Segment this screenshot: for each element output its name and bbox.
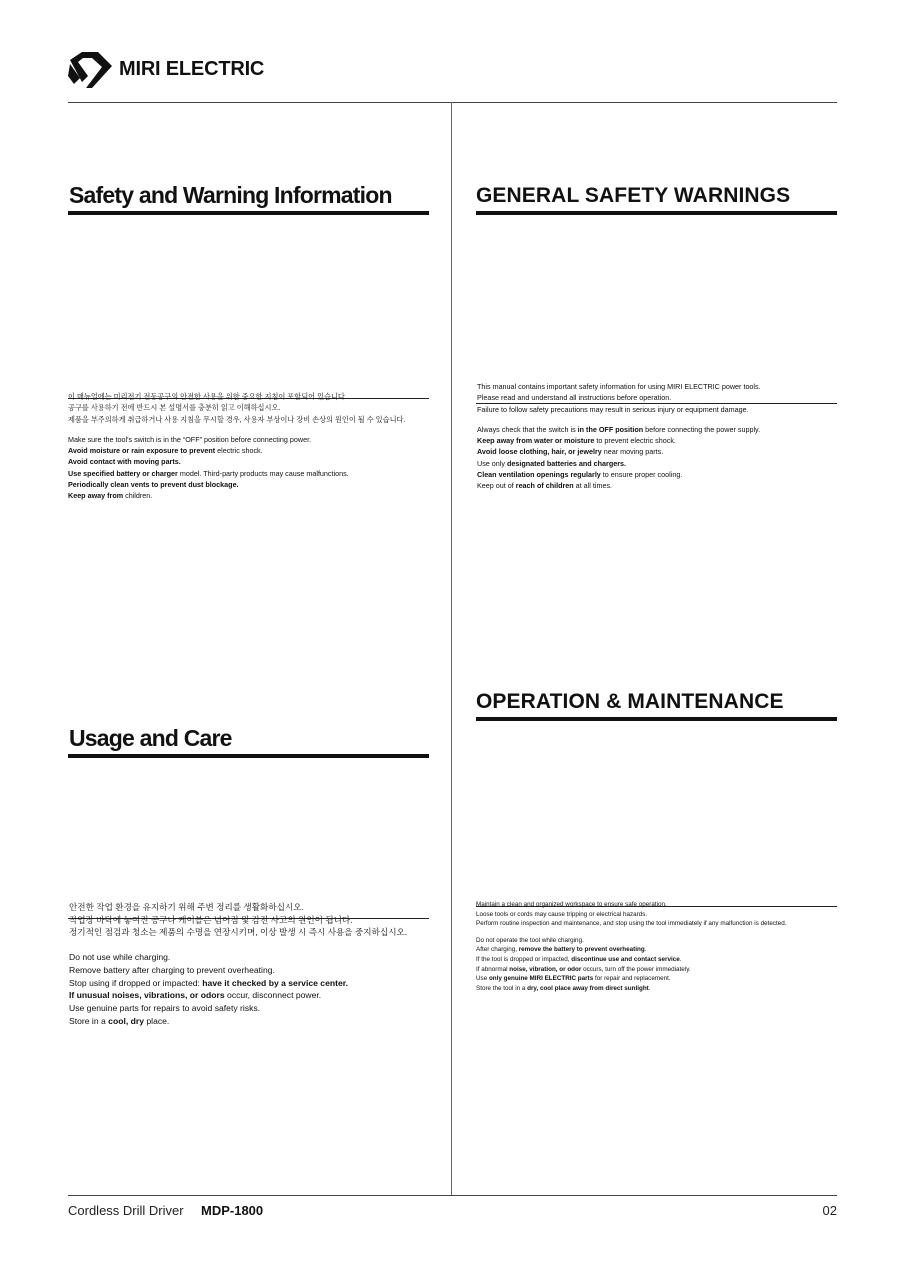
item-text: . (644, 946, 647, 954)
item-emphasis: remove the battery to prevent overheating (518, 946, 645, 954)
item-emphasis: in the OFF position (577, 424, 644, 434)
safety-item (477, 480, 761, 491)
item-emphasis: cool, dry (108, 1015, 144, 1026)
miri-electric-logo-icon (68, 50, 114, 90)
item-text: electric shock. (215, 446, 263, 456)
paragraph-gap (477, 415, 761, 424)
safety-item (69, 964, 407, 977)
item-text: Make sure the tool's switch is in the “OFF” position before connecting power. (68, 434, 312, 444)
safety-item (68, 445, 405, 456)
safety-item (68, 490, 405, 501)
section-title-operation: OPERATION & MAINTENANCE (476, 690, 784, 713)
item-text: children. (123, 491, 153, 501)
item-text: Do not use while charging. (69, 952, 171, 963)
item-emphasis: discontinue use and contact service (571, 955, 680, 963)
safety-item (476, 974, 786, 984)
item-emphasis: reach of children (515, 481, 574, 491)
item-emphasis: If unusual noises, vibrations, or odors (69, 990, 225, 1001)
intro-line: 이 매뉴얼에는 미리전기 전동공구의 안전한 사용을 위한 중요한 지침이 포함되어 있습니다. (68, 392, 347, 401)
item-text: occurs, turn off the power immediately. (581, 965, 691, 973)
item-text: Remove battery after charging to prevent overheating. (69, 964, 275, 975)
safety-item (476, 965, 786, 975)
safety-item (476, 936, 786, 946)
safety-item (476, 984, 786, 994)
item-emphasis: Keep away from water or moisture (477, 436, 595, 446)
item-text: for repair and replacement. (593, 975, 671, 983)
safety-item (69, 1002, 407, 1015)
item-text: Use genuine parts for repairs to avoid safety risks. (69, 1002, 261, 1013)
item-text: Do not operate the tool while charging. (476, 936, 584, 944)
section-rule-operation (476, 717, 837, 721)
item-emphasis: designated batteries and chargers. (506, 458, 627, 468)
item-text: Use only (477, 458, 507, 468)
section-title-usage: Usage and Care (69, 725, 232, 751)
safety-item (476, 945, 786, 955)
item-text: Stop using if dropped or impacted: (69, 977, 203, 988)
intro-line: 정기적인 점검과 청소는 제품의 수명을 연장시키며, 이상 발생 시 즉시 사용을 중지하십시오. (69, 927, 408, 938)
item-text: occur, disconnect power. (224, 990, 322, 1001)
item-text: near moving parts. (601, 447, 664, 457)
intro-line: Failure to follow safety precautions may result in serious injury or equipment damage. (477, 404, 749, 414)
item-emphasis: only genuine MIRI ELECTRIC parts (488, 975, 594, 983)
item-emphasis: Avoid loose clothing, hair, or jewelry (477, 447, 602, 457)
safety-item (68, 456, 405, 467)
safety-item (69, 977, 407, 990)
section-body-safety (68, 391, 405, 502)
item-text: . (679, 955, 682, 963)
item-emphasis: Clean ventilation openings regularly (477, 470, 601, 480)
brand-name: MIRI ELECTRIC (119, 58, 265, 80)
column-divider (451, 102, 452, 1195)
item-emphasis: dry, cool place away from direct sunlight (527, 984, 649, 992)
footer-rule (68, 1195, 837, 1196)
intro-line: Perform routine inspection and maintenance, and stop using the tool immediately if any malfunction is detected. (476, 920, 787, 928)
item-text: Store the tool in a (476, 984, 528, 992)
safety-item (476, 955, 786, 965)
header-rule (68, 102, 837, 103)
section-body-general (477, 381, 761, 492)
safety-item (477, 446, 761, 457)
item-text: If abnormal (476, 965, 510, 973)
paragraph-gap (476, 929, 786, 936)
intro-line: 안전한 작업 환경을 유지하기 위해 주변 정리를 생활화하십시오. (69, 902, 304, 912)
item-emphasis: Avoid moisture or rain exposure to prevent (68, 446, 216, 456)
item-emphasis: noise, vibration, or odor (509, 965, 582, 973)
section-body-usage (69, 901, 407, 1027)
item-emphasis: Keep away from (68, 491, 124, 501)
intro-line: 제품을 부주의하게 취급하거나 사용 지침을 무시할 경우, 사용자 부상이나 장비 손상의 원인이 될 수 있습니다. (68, 414, 406, 424)
item-emphasis: Periodically clean vents to prevent dust blockage. (68, 480, 239, 490)
item-emphasis: Use specified battery or charger (68, 468, 178, 478)
footer-model-number: MDP-1800 (201, 1203, 264, 1218)
section-rule-safety (68, 211, 429, 215)
item-emphasis: have it checked by a service center. (202, 977, 349, 988)
intro-line: 작업장 바닥에 놓여진 공구나 케이블은 넘어짐 및 감전 사고의 원인이 됩니다. (69, 914, 353, 925)
safety-item (68, 468, 405, 479)
item-text: to prevent electric shock. (594, 436, 676, 446)
item-text: . (648, 984, 651, 992)
paragraph-gap (68, 425, 405, 434)
intro-line: Loose tools or cords may cause tripping or electrical hazards. (476, 910, 648, 918)
item-text: Always check that the switch is (477, 424, 578, 434)
section-title-safety: Safety and Warning Information (69, 182, 392, 208)
safety-item (477, 458, 761, 469)
item-text: After charging, (476, 946, 519, 954)
paragraph-gap (69, 939, 407, 951)
section-rule-general (476, 211, 837, 215)
footer-doc-title: Cordless Drill Driver (68, 1203, 184, 1218)
item-text: to ensure proper cooling. (600, 470, 683, 480)
intro-line: Maintain a clean and organized workspace to ensure safe operation. (476, 901, 667, 908)
intro-line: This manual contains important safety information for using MIRI ELECTRIC power tools. (477, 382, 761, 391)
section-rule-usage (68, 754, 429, 758)
section-body-operation (476, 900, 786, 993)
safety-item (477, 424, 761, 435)
item-text: Use (476, 975, 489, 983)
safety-item (69, 951, 407, 964)
safety-item (68, 479, 405, 490)
item-emphasis: Avoid contact with moving parts. (68, 457, 181, 467)
section-title-general: GENERAL SAFETY WARNINGS (476, 184, 791, 207)
item-text: Store in a (69, 1015, 109, 1026)
item-text: at all times. (573, 481, 613, 491)
safety-item (477, 435, 761, 446)
safety-item (68, 434, 405, 445)
item-text: before connecting the power supply. (643, 424, 761, 434)
item-text: model. Third-party products may cause malfunctions. (177, 468, 349, 478)
safety-item (69, 989, 407, 1002)
item-text: Keep out of (477, 481, 516, 491)
intro-line: 공구를 사용하기 전에 반드시 본 설명서를 충분히 읽고 이해하십시오. (68, 403, 281, 413)
safety-item (69, 1015, 407, 1028)
item-text: place. (144, 1015, 170, 1026)
safety-item (477, 469, 761, 480)
footer-page-number: 02 (822, 1203, 837, 1218)
intro-line: Please read and understand all instructions before operation. (477, 393, 672, 403)
item-text: If the tool is dropped or impacted, (476, 955, 572, 963)
